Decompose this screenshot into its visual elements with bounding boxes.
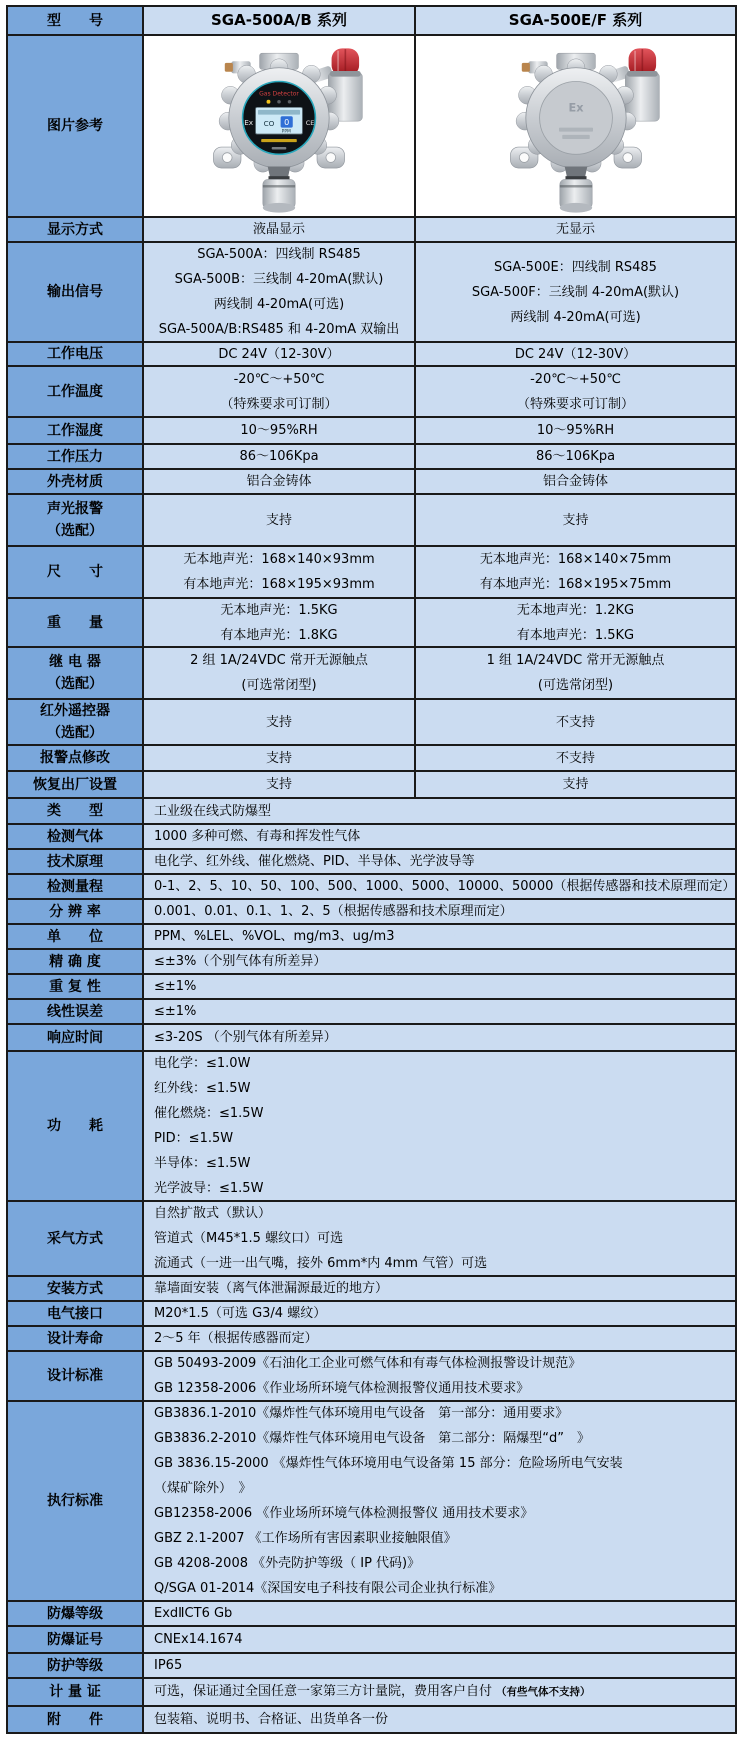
cell-protection-class: IP65	[144, 1654, 735, 1677]
svg-text:Ex: Ex	[244, 118, 254, 128]
row-label-display: 显示方式	[8, 218, 144, 241]
row-label-sampling-mode: 采气方式	[8, 1202, 144, 1275]
cell-ir-remote-ab: 支持	[144, 700, 414, 744]
row-label-temperature: 工作温度	[8, 367, 144, 416]
spec-row-sampling-mode	[8, 1202, 735, 1277]
cell-alarm-point-modify-ab: 支持	[144, 746, 414, 770]
spec-row-relay	[8, 648, 735, 700]
row-label-alarm-point-modify: 报警点修改	[8, 746, 144, 770]
cell-factory-reset-ab: 支持	[144, 772, 414, 797]
spec-row-detect-gases	[8, 825, 735, 850]
spec-row-audible-alarm	[8, 495, 735, 547]
spec-row-explosion-class	[8, 1602, 735, 1627]
spec-row-principle	[8, 850, 735, 875]
cell-display-ef: 无显示	[414, 218, 735, 241]
row-label-detect-gases: 检测气体	[8, 825, 144, 848]
row-label-accuracy: 精 确 度	[8, 950, 144, 973]
row-label-size: 尺 寸	[8, 547, 144, 597]
sensor-head	[559, 166, 591, 212]
cell-linearity: ≤±1%	[144, 1000, 735, 1023]
row-label-relay: 继 电 器 （选配）	[8, 648, 144, 698]
spec-row-ir-remote	[8, 700, 735, 746]
cell-voltage-ef: DC 24V（12-30V）	[414, 343, 735, 365]
row-label-response-time: 响应时间	[8, 1025, 144, 1050]
cell-detect-gases: 1000 多种可燃、有毒和挥发性气体	[144, 825, 735, 848]
cell-ir-remote-ef: 不支持	[414, 700, 735, 744]
row-label-accessories: 附 件	[8, 1707, 144, 1732]
cell-size-ef: 无本地声光：168×140×75mm 有本地声光：168×195×75mm	[414, 547, 735, 597]
row-label-protection-class: 防护等级	[8, 1654, 144, 1677]
row-label-audible-alarm: 声光报警 （选配）	[8, 495, 144, 545]
cell-shell-material-ef: 铝合金铸体	[414, 470, 735, 493]
row-label-output-signal: 输出信号	[8, 243, 144, 341]
spec-row-factory-reset	[8, 772, 735, 799]
image-reference-row	[8, 36, 735, 218]
blank-face	[539, 82, 612, 155]
spec-row-design-life	[8, 1327, 735, 1352]
row-label-electrical-port: 电气接口	[8, 1302, 144, 1325]
row-label-unit: 单 位	[8, 925, 144, 948]
row-label-design-life: 设计寿命	[8, 1327, 144, 1350]
spec-row-power-consumption	[8, 1052, 735, 1202]
svg-text:CE: CE	[305, 119, 315, 128]
spec-row-accessories	[8, 1707, 735, 1732]
spec-row-size	[8, 547, 735, 599]
spec-row-metrology-cert	[8, 1679, 735, 1707]
header-series-ef: SGA-500E/F 系列	[414, 7, 735, 34]
row-label-power-consumption: 功 耗	[8, 1052, 144, 1200]
svg-text:PPM: PPM	[281, 129, 291, 135]
cell-accessories: 包装箱、说明书、合格证、出货单各一份	[144, 1707, 735, 1732]
cell-resolution: 0.001、0.01、0.1、1、2、5（根据传感器和技术原理而定）	[144, 900, 735, 923]
cell-shell-material-ab: 铝合金铸体	[144, 470, 414, 493]
spec-row-pressure	[8, 445, 735, 470]
row-label-shell-material: 外壳材质	[8, 470, 144, 493]
row-label-explosion-cert: 防爆证号	[8, 1627, 144, 1652]
row-label-weight: 重 量	[8, 599, 144, 646]
row-label-ir-remote: 红外遥控器 （选配）	[8, 700, 144, 744]
cell-range: 0-1、2、5、10、50、100、500、1000、5000、10000、50000（根据传感器和技术原理而定）	[144, 875, 735, 898]
svg-text:CO: CO	[263, 119, 275, 128]
spec-row-resolution	[8, 900, 735, 925]
cell-accuracy: ≤±3%（个别气体有所差异）	[144, 950, 735, 973]
svg-text:Ex: Ex	[567, 100, 584, 115]
cell-temperature-ef: -20℃～+50℃ （特殊要求可订制）	[414, 367, 735, 416]
lcd-face	[243, 82, 316, 155]
cell-output-signal-ef: SGA-500E：四线制 RS485 SGA-500F：三线制 4-20mA(默认) 两线制 4-20mA(可选)	[414, 243, 735, 341]
cell-response-time: ≤3-20S （个别气体有所差异）	[144, 1025, 735, 1050]
header-series-ab: SGA-500A/B 系列	[144, 7, 414, 34]
spec-row-accuracy	[8, 950, 735, 975]
spec-row-display	[8, 218, 735, 243]
row-label-design-standard: 设计标准	[8, 1352, 144, 1400]
cell-alarm-point-modify-ef: 不支持	[414, 746, 735, 770]
cell-sampling-mode: 自然扩散式（默认） 管道式（M45*1.5 螺纹口）可选 流通式（一进一出气嘴，接外 6mm*内 4mm 气管）可选	[144, 1202, 735, 1275]
gas-detector-no-display-image	[474, 37, 678, 215]
cell-metrology-cert: 可选，保证通过全国任意一家第三方计量院，费用客户自付 （有些气体不支持）	[144, 1679, 735, 1705]
spec-row-voltage	[8, 343, 735, 367]
device-photo-cell-ef	[414, 36, 735, 216]
spec-row-type	[8, 799, 735, 825]
cell-humidity-ab: 10～95%RH	[144, 418, 414, 443]
spec-row-shell-material	[8, 470, 735, 495]
spec-table	[6, 5, 737, 1734]
cell-principle: 电化学、红外线、催化燃烧、PID、半导体、光学波导等	[144, 850, 735, 873]
spec-row-response-time	[8, 1025, 735, 1052]
row-label-pressure: 工作压力	[8, 445, 144, 468]
row-label-metrology-cert: 计 量 证	[8, 1679, 144, 1705]
cell-design-standard: GB 50493-2009《石油化工企业可燃气体和有毒气体检测报警设计规范》 GB 12358-2006《作业场所环境气体检测报警仪通用技术要求》	[144, 1352, 735, 1400]
svg-text:Gas Detector: Gas Detector	[259, 90, 299, 98]
row-label-resolution: 分 辨 率	[8, 900, 144, 923]
row-label-installation: 安装方式	[8, 1277, 144, 1300]
spec-rows	[8, 218, 735, 1732]
device-photo-sga500ef	[474, 36, 678, 216]
cell-humidity-ef: 10～95%RH	[414, 418, 735, 443]
row-label-factory-reset: 恢复出厂设置	[8, 772, 144, 797]
row-label-explosion-class: 防爆等级	[8, 1602, 144, 1625]
spec-row-explosion-cert	[8, 1627, 735, 1654]
cell-relay-ef: 1 组 1A/24VDC 常开无源触点 (可选常闭型)	[414, 648, 735, 698]
cell-temperature-ab: -20℃～+50℃ （特殊要求可订制）	[144, 367, 414, 416]
spec-row-output-signal	[8, 243, 735, 343]
spec-row-protection-class	[8, 1654, 735, 1679]
cell-voltage-ab: DC 24V（12-30V）	[144, 343, 414, 365]
table-header-row	[8, 7, 735, 36]
spec-row-installation	[8, 1277, 735, 1302]
image-row-label: 图片参考	[8, 36, 144, 216]
spec-row-repeatability	[8, 975, 735, 1000]
spec-row-humidity	[8, 418, 735, 445]
cell-repeatability: ≤±1%	[144, 975, 735, 998]
cell-type: 工业级在线式防爆型	[144, 799, 735, 823]
cell-explosion-cert: CNEx14.1674	[144, 1627, 735, 1652]
cell-factory-reset-ef: 支持	[414, 772, 735, 797]
spec-row-alarm-point-modify	[8, 746, 735, 772]
cell-relay-ab: 2 组 1A/24VDC 常开无源触点 (可选常闭型)	[144, 648, 414, 698]
cell-pressure-ef: 86～106Kpa	[414, 445, 735, 468]
cell-exec-standard: GB3836.1-2010《爆炸性气体环境用电气设备 第一部分：通用要求》 GB3836.2-2010《爆炸性气体环境用电气设备 第二部分：隔爆型“d” 》 GB 3836.15-2000 《爆炸性气体环境用电气设备第 15 部分：危险场所电气安装 （煤矿除外） 》 GB12358-2006 《作业场所环境气体检测报警仪 通用技术要求》 GBZ 2.1-2007 《工作场所有害因素职业接触限值》 GB 4208-2008 《外壳防护等级（ IP 代码)》 Q/SGA 01-2014《深国安电子科技有限公司企业执行标准》	[144, 1402, 735, 1600]
cell-output-signal-ab: SGA-500A：四线制 RS485 SGA-500B：三线制 4-20mA(默认) 两线制 4-20mA(可选) SGA-500A/B:RS485 和 4-20mA 双输出	[144, 243, 414, 341]
row-label-repeatability: 重 复 性	[8, 975, 144, 998]
spec-row-temperature	[8, 367, 735, 418]
row-label-linearity: 线性误差	[8, 1000, 144, 1023]
cell-weight-ef: 无本地声光：1.2KG 有本地声光：1.5KG	[414, 599, 735, 646]
cell-design-life: 2～5 年（根据传感器而定）	[144, 1327, 735, 1350]
row-label-type: 类 型	[8, 799, 144, 823]
header-model-label: 型 号	[8, 7, 144, 34]
row-label-range: 检测量程	[8, 875, 144, 898]
svg-text:0: 0	[284, 117, 290, 128]
gas-detector-with-lcd-image	[177, 37, 381, 215]
device-photo-cell-ab	[144, 36, 414, 216]
spec-row-linearity	[8, 1000, 735, 1025]
cell-unit: PPM、%LEL、%VOL、mg/m3、ug/m3	[144, 925, 735, 948]
row-label-humidity: 工作湿度	[8, 418, 144, 443]
sensor-head	[263, 166, 295, 212]
cell-audible-alarm-ef: 支持	[414, 495, 735, 545]
cell-installation: 靠墙面安装（离气体泄漏源最近的地方）	[144, 1277, 735, 1300]
cell-pressure-ab: 86～106Kpa	[144, 445, 414, 468]
device-photo-sga500ab	[177, 36, 381, 216]
cell-weight-ab: 无本地声光：1.5KG 有本地声光：1.8KG	[144, 599, 414, 646]
cell-electrical-port: M20*1.5（可选 G3/4 螺纹）	[144, 1302, 735, 1325]
cell-explosion-class: ExdⅡCT6 Gb	[144, 1602, 735, 1625]
cell-power-consumption: 电化学：≤1.0W 红外线：≤1.5W 催化燃烧：≤1.5W PID：≤1.5W 半导体：≤1.5W 光学波导：≤1.5W	[144, 1052, 735, 1200]
spec-row-weight	[8, 599, 735, 648]
row-label-exec-standard: 执行标准	[8, 1402, 144, 1600]
row-label-voltage: 工作电压	[8, 343, 144, 365]
spec-row-exec-standard	[8, 1402, 735, 1602]
cell-audible-alarm-ab: 支持	[144, 495, 414, 545]
cell-size-ab: 无本地声光：168×140×93mm 有本地声光：168×195×93mm	[144, 547, 414, 597]
spec-row-design-standard	[8, 1352, 735, 1402]
row-label-principle: 技术原理	[8, 850, 144, 873]
spec-row-range	[8, 875, 735, 900]
spec-row-unit	[8, 925, 735, 950]
cell-display-ab: 液晶显示	[144, 218, 414, 241]
cell-note-metrology-cert: （有些气体不支持）	[496, 1686, 591, 1698]
spec-row-electrical-port	[8, 1302, 735, 1327]
